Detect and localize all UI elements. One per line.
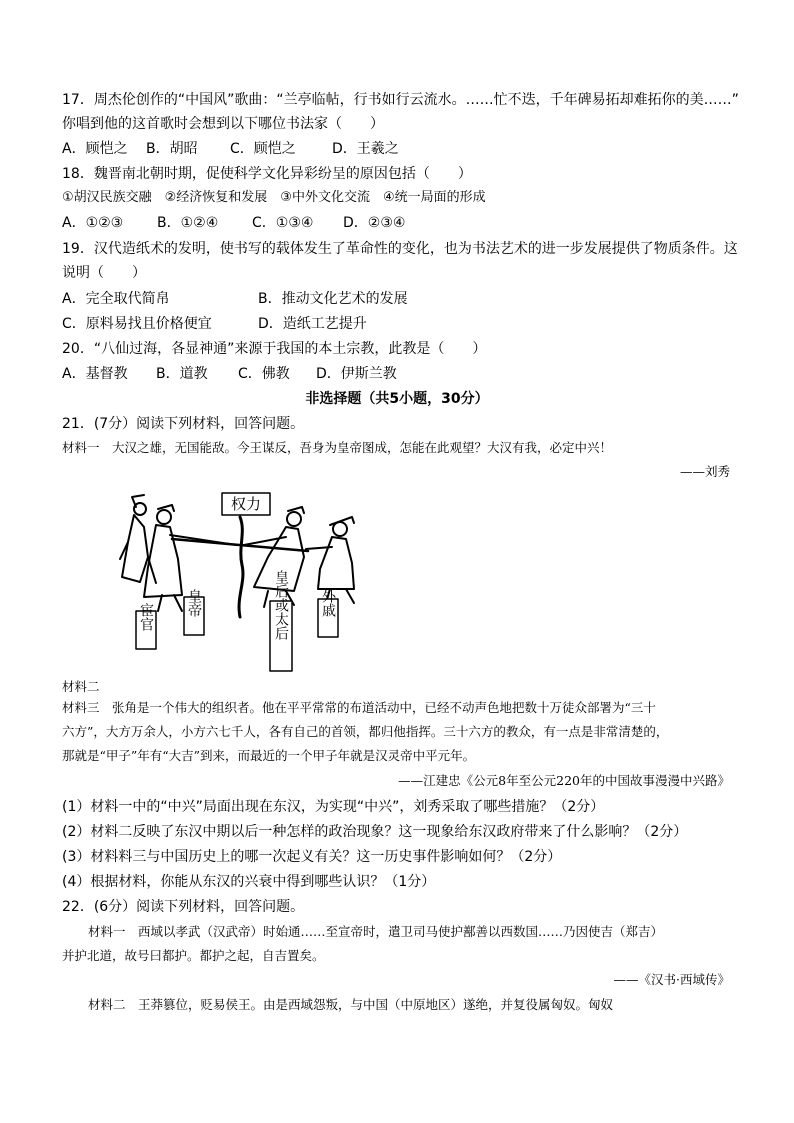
q20-option-a: A．基督教 <box>62 366 128 382</box>
q20-option-d: D．伊斯兰教 <box>316 366 397 382</box>
q17-option-c: C．顾恺之 <box>230 141 296 157</box>
q18-option-d: D．②③④ <box>343 215 406 231</box>
q21-header: 21．(7分）阅读下列材料，回答问题。 <box>62 416 305 432</box>
q17-option-a: A．顾恺之 <box>62 141 128 157</box>
q21-material3-source: ——江建忠《公元8年至公元220年的中国故事漫漫中兴路》 <box>398 773 730 788</box>
q22-header: 22．(6分）阅读下列材料，回答问题。 <box>62 899 305 915</box>
q19-option-d: D．造纸工艺提升 <box>258 316 367 332</box>
q22-material1-line2: 并护北道，故号曰都护。都护之起，自吉置矣。 <box>62 948 325 963</box>
q19-stem-line2: 说明（ ） <box>62 265 146 281</box>
q20-option-b: B．道教 <box>156 366 208 382</box>
q20-stem: 20．“八仙过海，各显神通”来源于我国的本土宗教，此教是（ ） <box>62 341 487 357</box>
q20-option-c: C．佛教 <box>238 366 290 382</box>
q21-question-4: (4）根据材料，你能从东汉的兴衰中得到哪些认识？（1分） <box>62 874 436 890</box>
section-title: 非选择题（共5小题，30分） <box>305 391 489 407</box>
q18-stem-line1: 18．魏晋南北朝时期，促使科学文化异彩纷呈的原因包括（ ） <box>62 166 472 182</box>
q21-question-2: (2）材料二反映了东汉中期以后一种怎样的政治现象？这一现象给东汉政府带来了什么影响？（2分） <box>62 824 688 840</box>
cartoon-label-emperor: 皇帝 <box>186 589 202 617</box>
q21-material3-line2: 六方”，大方万余人，小方六七千人，各有自己的首领，都归他指挥。三十六方的教众，有一点是非常清楚的， <box>62 724 669 739</box>
q22-material1-line1: 材料一 西域以孝武（汉武帝）时始通……至宣帝时，遣卫司马使护鄯善以西数国……乃因使吉（郑吉） <box>88 924 664 939</box>
q21-material2-label: 材料二 <box>62 679 100 694</box>
q18-stem-line2: ①胡汉民族交融 ②经济恢复和发展 ③中外文化交流 ④统一局面的形成 <box>62 190 486 205</box>
q21-material1-source: ——刘秀 <box>679 464 730 479</box>
q22-material2-line: 材料二 王莽篡位，贬易侯王。由是西域怨叛，与中国（中原地区）遂绝，并复役属匈奴。匈奴 <box>88 997 614 1012</box>
cartoon-label-empress: 皇后或太后 <box>273 570 289 640</box>
q17-stem-line2: 你唱到他的这首歌时会想到以下哪位书法家（ ） <box>62 116 384 132</box>
q21-question-3: (3）材料料三与中国历史上的哪一次起义有关？这一历史事件影响如何？（2分） <box>62 849 562 865</box>
q21-material1: 材料一 大汉之雄，无国能敌。今王谋反，吾身为皇帝图成，怎能在此观望？大汉有我，必定中兴！ <box>62 440 613 455</box>
q19-option-a: A．完全取代简帛 <box>62 291 170 307</box>
q18-option-b: B．①②④ <box>157 215 219 231</box>
q21-material3-line1: 材料三 张角是一个伟大的组织者。他在平平常常的布道活动中，已经不动声色地把数十万徒众部署为“三十 <box>62 700 656 715</box>
q21-question-1: (1）材料一中的“中兴”局面出现在东汉，为实现“中兴”，刘秀采取了哪些措施？（2分） <box>62 799 605 815</box>
q22-material1-source: ——《汉书·西域传》 <box>613 972 730 987</box>
q21-material3-line3: 那就是“甲子”年有“大吉”到来，而最近的一个甲子年就是汉灵帝中平元年。 <box>62 748 476 763</box>
q18-option-a: A．①②③ <box>62 215 124 231</box>
q18-option-c: C．①③④ <box>252 215 314 231</box>
power-struggle-cartoon <box>118 487 372 673</box>
q17-option-b: B．胡昭 <box>146 141 198 157</box>
q17-option-d: D．王羲之 <box>332 141 399 157</box>
cartoon-label-eunuch: 宦官 <box>138 603 154 631</box>
q19-option-c: C．原料易找且价格便宜 <box>62 316 212 332</box>
cartoon-label-power: 权力 <box>230 495 262 513</box>
cartoon-label-relatives: 外戚 <box>320 589 336 617</box>
q17-stem-line1: 17．周杰伦创作的“中国风”歌曲：“兰亭临帖，行书如行云流水。……忙不迭，千年碑易拓却难拓你的美……” <box>62 92 739 108</box>
q19-stem-line1: 19．汉代造纸术的发明，使书写的载体发生了革命性的变化，也为书法艺术的进一步发展提供了物质条件。这 <box>62 241 738 257</box>
q19-option-b: B．推动文化艺术的发展 <box>258 291 408 307</box>
